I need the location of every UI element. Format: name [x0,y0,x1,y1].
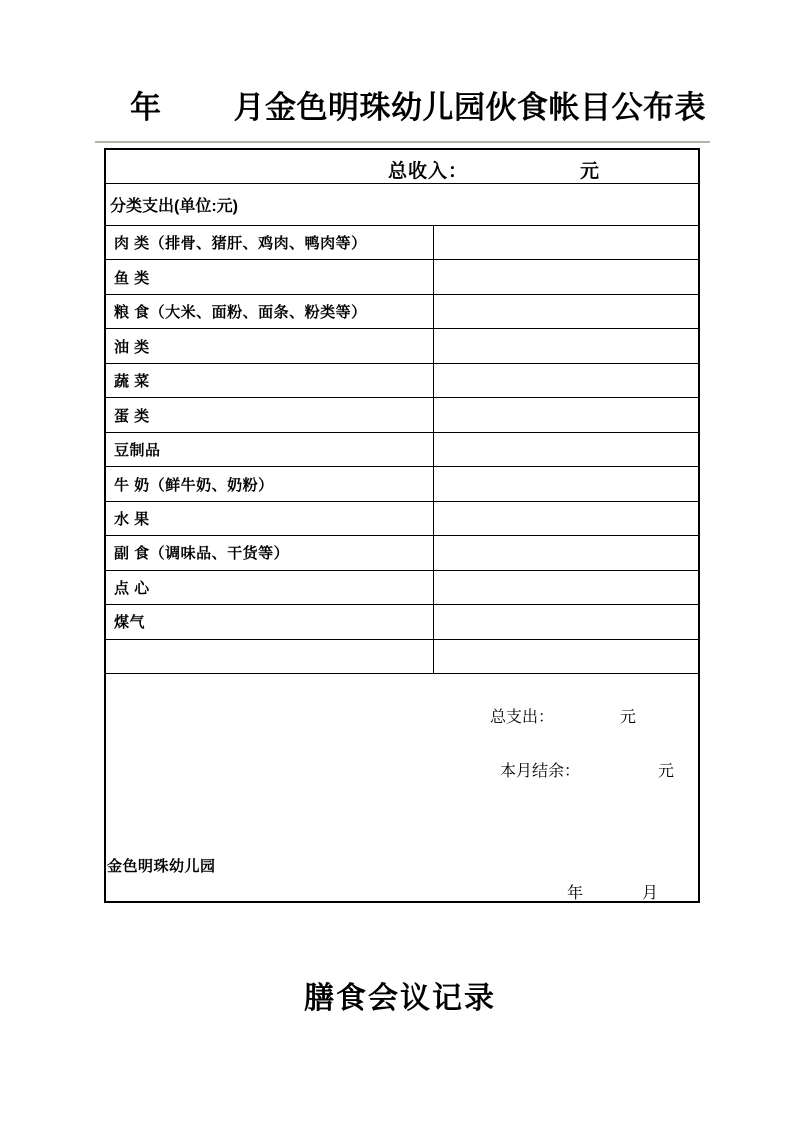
category-label: 煤气 [114,614,146,632]
category-label-cell [106,398,434,431]
blank-label-cell[interactable] [106,640,434,673]
table-row-fruit [106,502,698,536]
amount-cell[interactable] [434,571,698,604]
month-balance-unit: 元 [658,763,675,780]
amount-cell[interactable] [434,226,698,259]
category-label: 蛋 类 [114,407,150,425]
category-label: 点 心 [114,579,150,597]
table-row-snack [106,571,698,605]
table-row-milk [106,467,698,501]
amount-cell[interactable] [434,260,698,293]
date-month-label: 月 [642,885,659,902]
table-row-blank [106,640,698,674]
category-label: 油 类 [114,338,150,356]
table-row-vegetable [106,364,698,398]
category-label-cell [106,571,434,604]
title-year-label: 年 [130,90,162,125]
category-label-cell [106,536,434,569]
meeting-record-title: 膳食会议记录 [304,982,496,1015]
category-label: 水 果 [114,510,150,528]
category-label-cell [106,467,434,500]
total-expense-label: 总支出： [490,709,555,726]
amount-cell[interactable] [434,364,698,397]
table-row-sidefood [106,536,698,570]
signature-date-line [567,880,658,903]
account-table [104,148,700,903]
category-label-cell [106,260,434,293]
income-unit-label: 元 [580,161,600,182]
total-expense-line [490,704,636,727]
amount-cell[interactable] [434,536,698,569]
table-row-gas [106,605,698,639]
category-label: 粮 食（大米、面粉、面条、粉类等） [114,304,367,322]
table-row-grain [106,295,698,329]
category-label: 牛 奶（鲜牛奶、奶粉） [114,476,274,494]
category-label-cell [106,329,434,362]
expense-rows [106,226,698,674]
income-label: 总收入： [388,161,469,182]
amount-cell[interactable] [434,398,698,431]
amount-cell[interactable] [434,640,698,673]
summary-section [106,674,698,901]
amount-cell[interactable] [434,295,698,328]
amount-cell[interactable] [434,467,698,500]
category-label-cell [106,226,434,259]
category-label: 鱼 类 [114,269,150,287]
amount-cell[interactable] [434,605,698,638]
date-year-label: 年 [567,885,584,902]
amount-cell[interactable] [434,502,698,535]
document-title [130,82,706,127]
month-balance-line [500,758,674,781]
category-header-label: 分类支出(单位:元) [110,198,238,215]
category-label-cell [106,502,434,535]
kindergarten-signature: 金色明珠幼儿园 [107,858,216,875]
table-row-beanproduct [106,433,698,467]
category-label-cell [106,433,434,466]
amount-cell[interactable] [434,433,698,466]
amount-cell[interactable] [434,329,698,362]
category-label-cell [106,605,434,638]
category-label: 豆制品 [114,442,161,460]
income-row [106,150,698,184]
table-row-oil [106,329,698,363]
category-label-cell [106,295,434,328]
total-expense-unit: 元 [620,709,637,726]
table-row-egg [106,398,698,432]
category-header-row [106,184,698,226]
title-divider [95,141,710,143]
category-label: 肉 类（排骨、猪肝、鸡肉、鸭肉等） [114,235,367,253]
table-row-fish [106,260,698,294]
title-text: 月金色明珠幼儿园伙食帐目公布表 [233,90,706,125]
month-balance-label: 本月结余： [500,763,581,780]
category-label-cell [106,364,434,397]
table-row-meat [106,226,698,260]
category-label: 副 食（调味品、干货等） [114,545,290,563]
category-label: 蔬 菜 [114,373,150,391]
